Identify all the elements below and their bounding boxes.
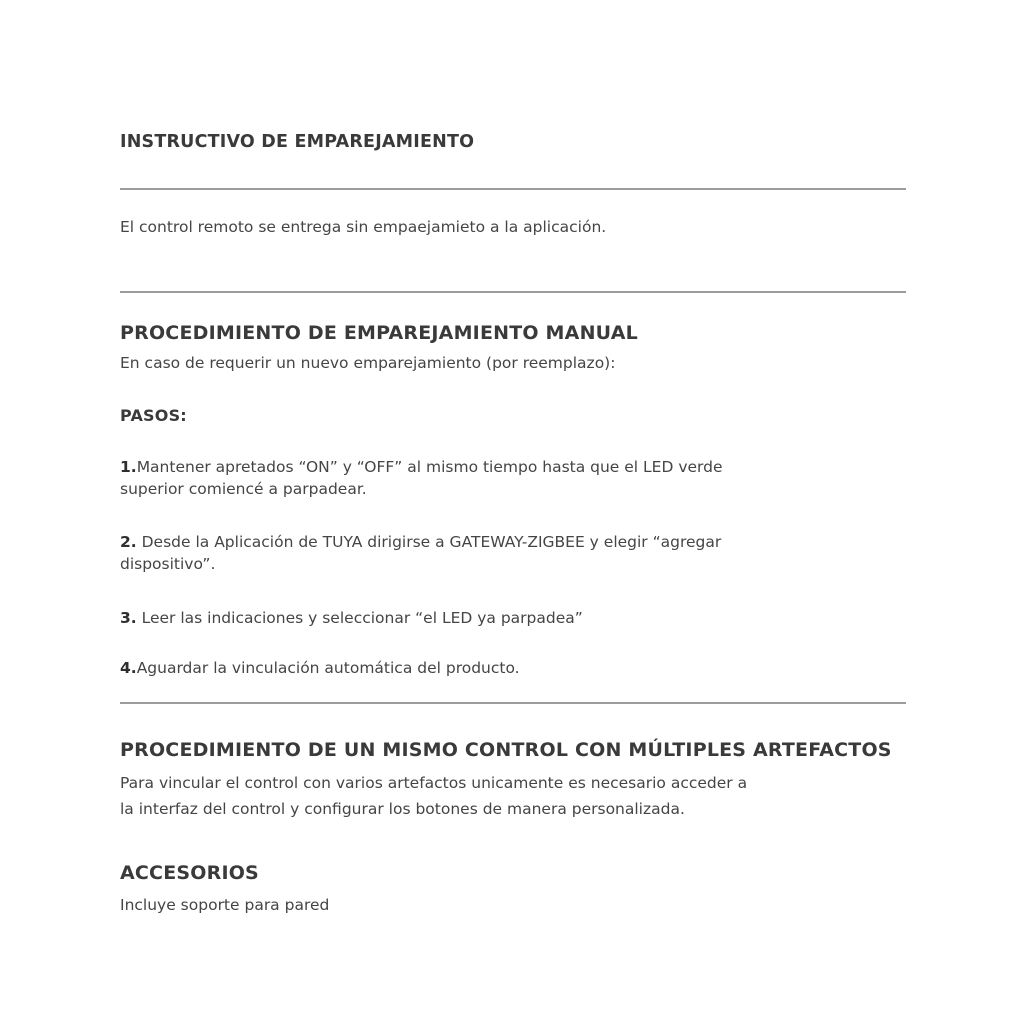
step-number: 2. [120, 533, 137, 551]
step-text-continued: dispositivo”. [120, 555, 216, 573]
steps-label: PASOS: [120, 406, 187, 425]
step-1 [120, 456, 723, 500]
step-3 [120, 607, 583, 629]
step-number: 1. [120, 458, 137, 476]
divider [120, 188, 906, 190]
step-number: 3. [120, 609, 137, 627]
multi-section-text-line2: la interfaz del control y configurar los botones de manera personalizada. [120, 800, 685, 818]
intro-text: El control remoto se entrega sin empaejamieto a la aplicación. [120, 218, 607, 236]
step-number: 4. [120, 659, 137, 677]
manual-section-subtitle: En caso de requerir un nuevo emparejamiento (por reemplazo): [120, 354, 616, 372]
accessories-heading: ACCESORIOS [120, 862, 259, 884]
document-title: INSTRUCTIVO DE EMPAREJAMIENTO [120, 132, 475, 152]
divider [120, 291, 906, 293]
step-2 [120, 531, 721, 575]
multi-section-heading: PROCEDIMIENTO DE UN MISMO CONTROL CON MÚLTIPLES ARTEFACTOS [120, 739, 892, 761]
step-text: Desde la Aplicación de TUYA dirigirse a GATEWAY-ZIGBEE y elegir “agregar [141, 533, 722, 551]
multi-section-text-line1: Para vincular el control con varios artefactos unicamente es necesario acceder a [120, 774, 748, 792]
accessories-text: Incluye soporte para pared [120, 896, 330, 914]
step-4 [120, 657, 520, 679]
divider [120, 702, 906, 704]
step-text: Leer las indicaciones y seleccionar “el LED ya parpadea” [141, 609, 583, 627]
step-text: Aguardar la vinculación automática del producto. [136, 659, 520, 677]
step-text-continued: superior comiencé a parpadear. [120, 480, 367, 498]
step-text: Mantener apretados “ON” y “OFF” al mismo tiempo hasta que el LED verde [136, 458, 723, 476]
manual-section-heading: PROCEDIMIENTO DE EMPAREJAMIENTO MANUAL [120, 322, 638, 344]
